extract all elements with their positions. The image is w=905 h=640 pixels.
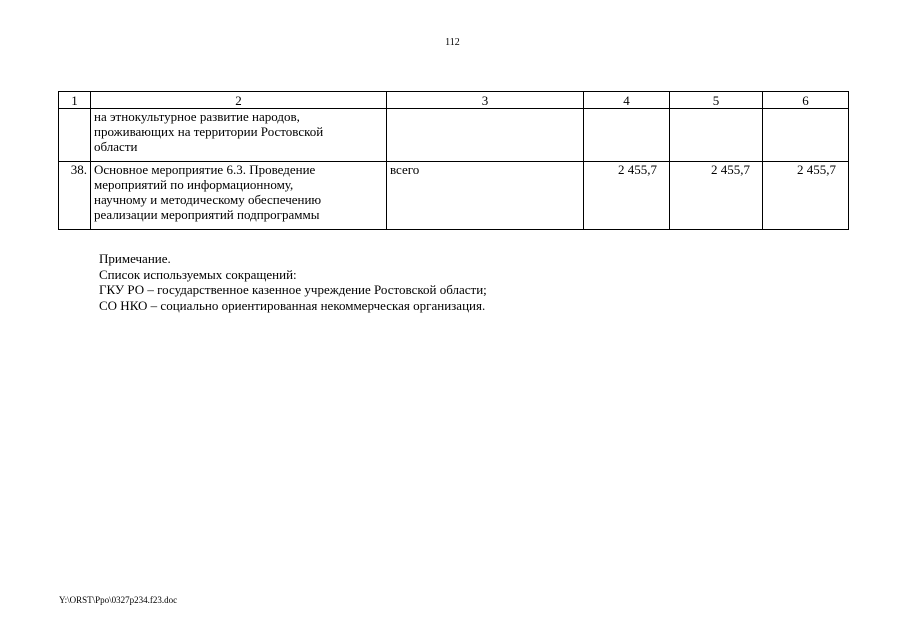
abbreviation-item: ГКУ РО – государственное казенное учреждение Ростовской области; [99,282,487,297]
row-name-line: проживающих на территории Ростовской [94,124,324,139]
row-value-cell-4 [584,109,670,162]
row-value-cell-5: 2 455,7 [670,162,763,230]
row-name-line: Основное мероприятие 6.3. Проведение [94,162,316,177]
header-cell-4: 4 [584,92,670,109]
row-value-cell-4: 2 455,7 [584,162,670,230]
abbreviations-title: Список используемых сокращений: [99,266,297,282]
row-name-line: области [94,139,138,154]
table-row [59,109,849,162]
row-number-cell: 38. [59,162,91,230]
row-value-cell-6: 2 455,7 [763,162,849,230]
footer-file-path: Y:\ORST\Ppo\0327p234.f23.doc [59,595,178,605]
header-cell-5: 5 [670,92,763,109]
header-cell-3: 3 [387,92,584,109]
row-name-cell [91,109,387,162]
abbreviation-item: СО НКО – социально ориентированная некоммерческая организация. [99,297,486,313]
header-cell-2: 2 [91,92,387,109]
notes-title: Примечание. [99,251,171,266]
row-source-cell: всего [387,162,584,230]
row-source-cell [387,109,584,162]
row-name-line: реализации мероприятий подпрограммы [94,207,320,222]
header-cell-6: 6 [763,92,849,109]
table-header-row [59,92,849,109]
program-table [58,91,849,230]
row-name-line: мероприятий по информационному, [94,177,294,192]
row-name-line: на этнокультурное развитие народов, [94,109,300,124]
row-name-line: научному и методическому обеспечению [94,192,322,207]
row-value-cell-6 [763,109,849,162]
page-number: 112 [445,37,460,48]
notes-block [99,251,487,313]
row-value-cell-5 [670,109,763,162]
row-name-cell [91,162,387,230]
header-cell-1: 1 [59,92,91,109]
table-row [59,162,849,230]
row-number-cell [59,109,91,162]
